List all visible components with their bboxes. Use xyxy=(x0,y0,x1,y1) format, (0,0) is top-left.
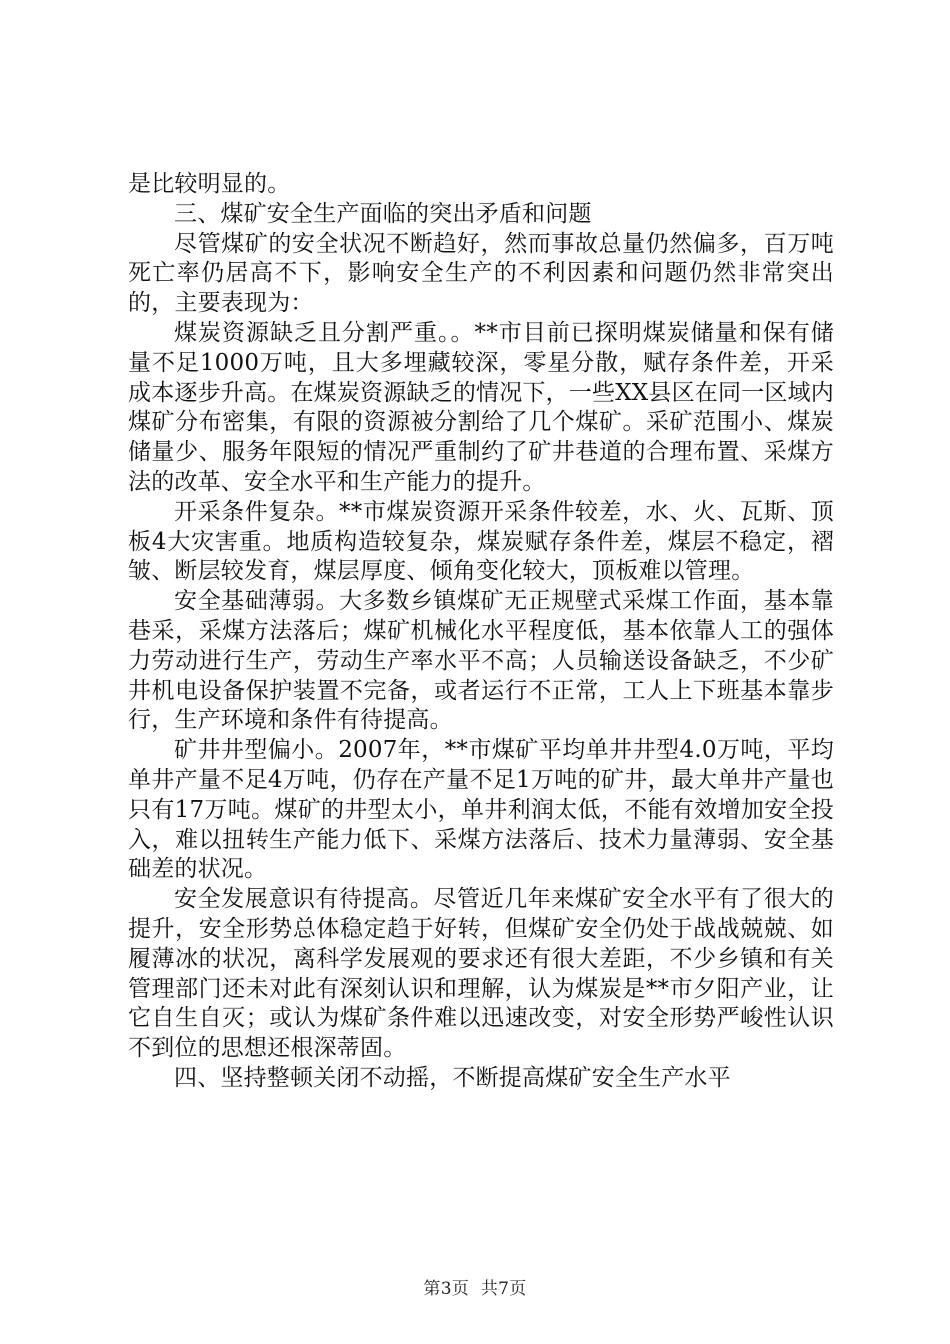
body-text xyxy=(128,170,834,1094)
paragraph-safety-foundation: 安全基础薄弱。大多数乡镇煤矿无正规壁式采煤工作面，基本靠巷采，采煤方法落后；煤矿机械化水平程度低，基本依靠人工的强体力劳动进行生产，劳动生产率水平不高；人员输送设备缺乏，不少矿井机电设备保护装置不完备，或者运行不正常，工人上下班基本靠步行，生产环境和条件有待提高。 xyxy=(128,588,834,734)
paragraph-intro: 尽管煤矿的安全状况不断趋好，然而事故总量仍然偏多，百万吨死亡率仍居高不下，影响安全生产的不利因素和问题仍然非常突出的，主要表现为： xyxy=(128,230,834,317)
paragraph-resources: 煤炭资源缺乏且分割严重。。**市目前已探明煤炭储量和保有储量不足1000万吨，且大多埋藏较深，零星分散，赋存条件差，开采成本逐步升高。在煤炭资源缺乏的情况下，一些XX县区在同一区域内煤矿分布密集，有限的资源被分割给了几个煤矿。采矿范围小、煤炭储量少、服务年限短的情况严重制约了矿井巷道的合理布置、采煤方法的改革、安全水平和生产能力的提升。 xyxy=(128,319,834,495)
page-total: 共7页 xyxy=(480,1279,527,1299)
section-heading-3: 三、煤矿安全生产面临的突出矛盾和问题 xyxy=(174,200,592,227)
section-heading-4: 四、坚持整顿关闭不动摇，不断提高煤矿安全生产水平 xyxy=(174,1064,731,1091)
paragraph-mine-size: 矿井井型偏小。2007年，**市煤矿平均单井井型4.0万吨，平均单井产量不足4万吨，仍存在产量不足1万吨的矿井，最大单井产量也只有17万吨。煤矿的井型太小，单井利润太低，不能有效增加安全投入，难以扭转生产能力低下、采煤方法落后、技术力量薄弱、安全基础差的状况。 xyxy=(128,737,834,883)
page-number: 第3页 xyxy=(423,1279,470,1299)
paragraph-safety-awareness: 安全发展意识有待提高。尽管近几年来煤矿安全水平有了很大的提升，安全形势总体稳定趋于好转，但煤矿安全仍处于战战兢兢、如履薄冰的状况，离科学发展观的要求还有很大差距，不少乡镇和有关管理部门还未对此有深刻认识和理解，认为煤炭是**市夕阳产业，让它自生自灭；或认为煤矿条件难以迅速改变，对安全形势严峻性认识不到位的思想还根深蒂固。 xyxy=(128,886,834,1062)
page-footer xyxy=(0,1274,950,1299)
paragraph-continuation: 是比较明显的。 xyxy=(128,171,291,197)
paragraph-mining-conditions: 开采条件复杂。**市煤炭资源开采条件较差，水、火、瓦斯、顶板4大灾害重。地质构造较复杂，煤炭赋存条件差，煤层不稳定，褶皱、断层较发育，煤层厚度、倾角变化较大，顶板难以管理。 xyxy=(128,498,834,585)
